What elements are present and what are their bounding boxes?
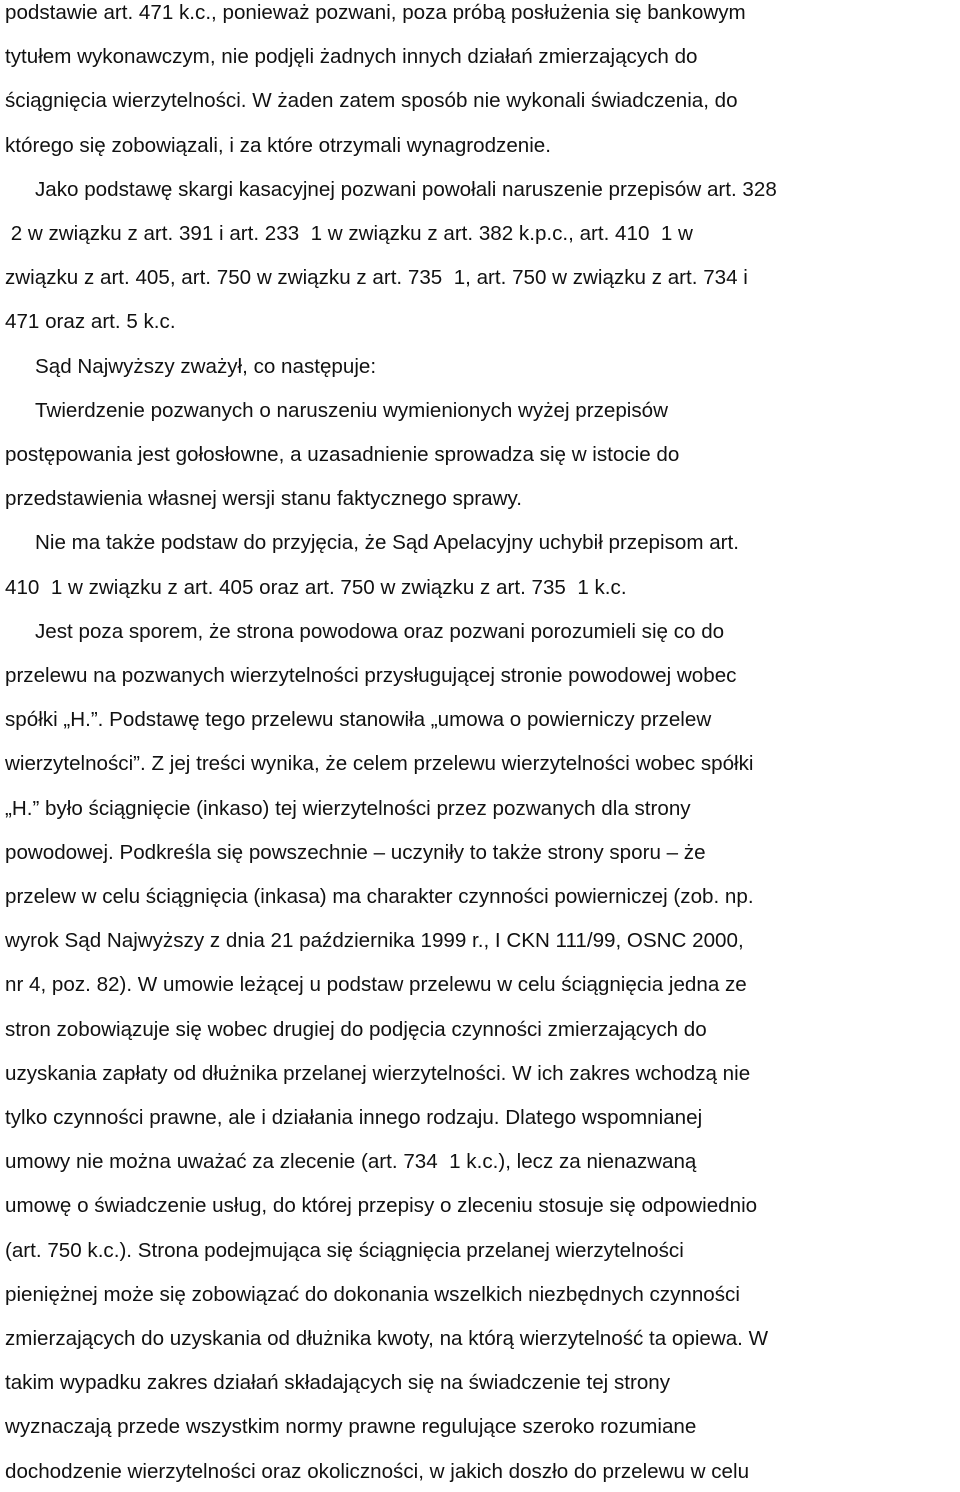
- text-segment: Nie ma także podstaw do przyjęcia, że Sąd Apelacyjny uchybił przepisom art.: [35, 531, 739, 555]
- text-segment: podstawie art. 471 k.c., ponieważ pozwani, poza próbą posłużenia się bankowym: [5, 1, 746, 24]
- text-segment: ściągnięcia wierzytelności. W żaden zatem sposób nie wykonali świadczenia, do: [5, 89, 738, 113]
- text-line: [5, 265, 748, 292]
- text-segment: 1 w: [655, 222, 693, 245]
- text-segment: 2 w związku z art. 391 i art. 233: [5, 222, 305, 245]
- text-segment: stron zobowiązuje się wobec drugiej do podjęcia czynności zmierzających do: [5, 1017, 707, 1041]
- text-segment: wyznaczają przede wszystkim normy prawne regulujące szeroko rozumiane: [5, 1415, 697, 1439]
- text-line: [5, 1061, 750, 1087]
- text-line: [5, 1459, 749, 1485]
- text-line: [5, 1282, 740, 1308]
- text-segment: przelew w celu ściągnięcia (inkasa) ma charakter czynności powierniczej (zob. np.: [5, 885, 754, 908]
- text-segment: Jest poza sporem, że strona powodowa oraz pozwani porozumieli się co do: [35, 619, 725, 643]
- text-line: [35, 177, 777, 203]
- text-segment: spółki „H.”. Podstawę tego przelewu stanowiła „umowa o powierniczy przelew: [5, 708, 712, 732]
- text-segment: Jako podstawę skargi kasacyjnej pozwani powołali naruszenie przepisów art. 328: [35, 177, 777, 201]
- text-line: [5, 221, 693, 248]
- text-line: [5, 1370, 670, 1396]
- text-line: [5, 1326, 768, 1352]
- text-line: [5, 707, 711, 733]
- text-line: [5, 840, 706, 866]
- text-segment: 1 w związku z art. 382 k.p.c., art. 410: [304, 222, 656, 245]
- text-line: [5, 1238, 684, 1264]
- text-line: [5, 486, 522, 512]
- text-segment: dochodzenie wierzytelności oraz okoliczności, w jakich doszło do przelewu w celu: [5, 1459, 750, 1483]
- text-segment: 1 k.c.: [571, 575, 627, 599]
- text-line: [5, 972, 747, 998]
- text-segment: 471 oraz art. 5 k.c.: [5, 310, 176, 334]
- text-line: [5, 133, 551, 159]
- text-line: [5, 44, 698, 70]
- text-line: [5, 575, 627, 602]
- text-line: [5, 884, 754, 910]
- text-segment: pieniężnej może się zobowiązać do dokonania wszelkich niezbędnych czynności: [5, 1282, 740, 1306]
- text-line: [5, 751, 753, 777]
- text-segment: postępowania jest gołosłowne, a uzasadnienie sprowadza się w istocie do: [5, 443, 680, 466]
- text-line: [5, 1414, 696, 1440]
- text-segment: związku z art. 405, art. 750 w związku z art. 735: [5, 266, 448, 290]
- text-line: [35, 619, 724, 645]
- text-segment: 1 w związku z art. 405 oraz art. 750 w związku z art. 735: [45, 575, 572, 599]
- text-segment: (art. 750 k.c.). Strona podejmująca się ściągnięcia przelanej wierzytelności: [5, 1238, 684, 1262]
- text-segment: umowy nie można uważać za zlecenie (art. 734: [5, 1150, 444, 1174]
- text-line: [5, 928, 744, 954]
- text-line: [5, 442, 679, 468]
- text-line: [5, 1193, 757, 1219]
- text-segment: przelewu na pozwanych wierzytelności przysługującej stronie powodowej wobec: [5, 664, 737, 687]
- text-segment: którego się zobowiązali, i za które otrzymali wynagrodzenie.: [5, 133, 551, 157]
- text-segment: zmierzających do uzyskania od dłużnika kwoty, na którą wierzytelność ta opiewa. W: [5, 1327, 769, 1350]
- text-segment: wyrok Sąd Najwyższy z dnia 21 października 1999 r., I CKN 111/99, OSNC 2000,: [5, 929, 744, 953]
- text-segment: tytułem wykonawczym, nie podjęli żadnych innych działań zmierzających do: [5, 45, 698, 69]
- text-segment: umowę o świadczenie usług, do której przepisy o zleceniu stosuje się odpowiednio: [5, 1194, 758, 1218]
- text-segment: tylko czynności prawne, ale i działania innego rodzaju. Dlatego wspomnianej: [5, 1106, 703, 1129]
- text-line: [35, 398, 668, 424]
- text-line: [5, 88, 738, 114]
- text-segment: uzyskania zapłaty od dłużnika przelanej wierzytelności. W ich zakres wchodzą nie: [5, 1061, 751, 1085]
- text-line: [5, 309, 176, 335]
- text-segment: przedstawienia własnej wersji stanu faktycznego sprawy.: [5, 487, 522, 511]
- text-line: [5, 1105, 702, 1131]
- text-line: [5, 0, 746, 26]
- text-segment: Sąd Najwyższy zważył, co następuje:: [35, 354, 377, 378]
- text-line: [5, 796, 691, 822]
- text-segment: powodowej. Podkreśla się powszechnie – uczyniły to także strony sporu – że: [5, 840, 706, 864]
- text-line: [5, 663, 736, 689]
- text-segment: takim wypadku zakres działań składających się na świadczenie tej strony: [5, 1371, 671, 1395]
- text-line: [5, 1149, 696, 1176]
- text-segment: 1 k.c.), lecz za nienazwaną: [443, 1150, 697, 1174]
- text-segment: Twierdzenie pozwanych o naruszeniu wymienionych wyżej przepisów: [35, 398, 668, 422]
- text-line: [35, 354, 376, 380]
- text-segment: wierzytelności”. Z jej treści wynika, że celem przelewu wierzytelności wobec spółki: [5, 752, 754, 776]
- text-segment: „H.” było ściągnięcie (inkaso) tej wierzytelności przez pozwanych dla strony: [5, 796, 691, 820]
- text-line: [35, 530, 739, 556]
- text-segment: 1, art. 750 w związku z art. 734 i: [447, 266, 748, 290]
- text-line: [5, 1017, 707, 1043]
- text-segment: nr 4, poz. 82). W umowie leżącej u podstaw przelewu w celu ściągnięcia jedna ze: [5, 973, 747, 997]
- text-segment: 410: [5, 575, 46, 599]
